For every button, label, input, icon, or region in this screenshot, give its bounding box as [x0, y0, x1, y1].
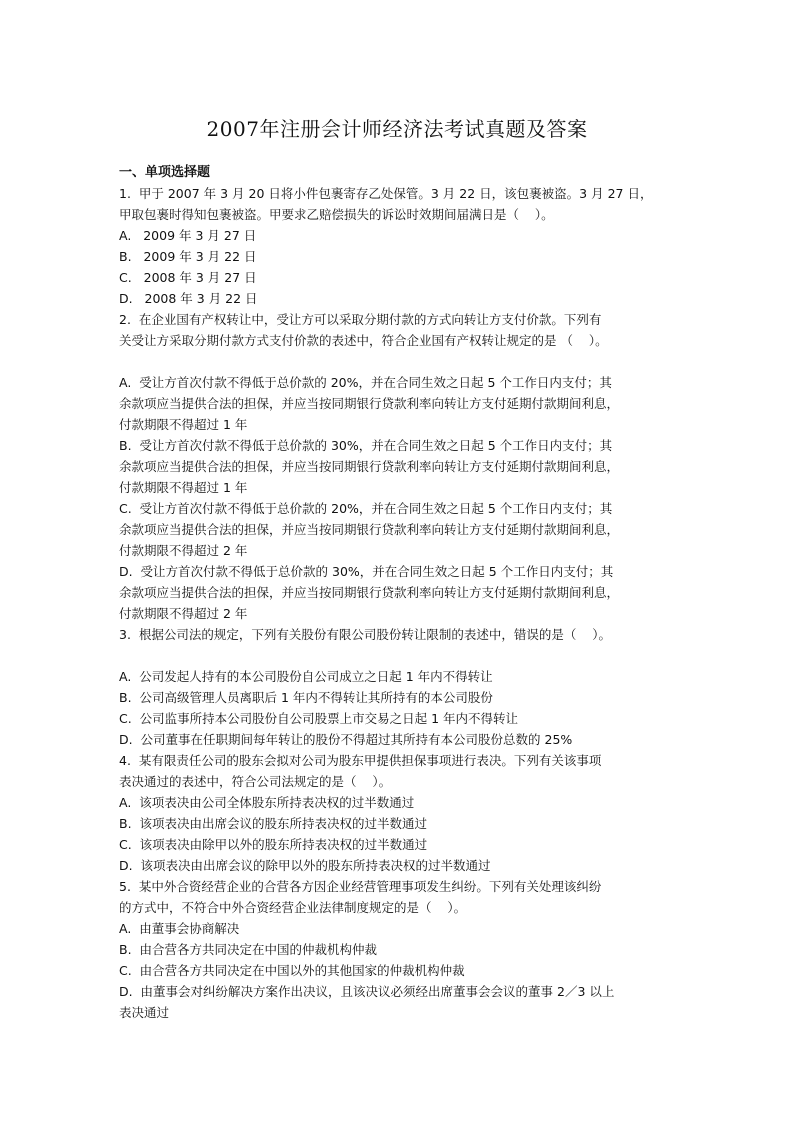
- question-stem-line: 甲取包裹时得知包裹被盗。甲要求乙赔偿损失的诉讼时效期间届满日是（ ）。: [119, 207, 554, 222]
- answer-option-line: 表决通过: [119, 1005, 170, 1020]
- answer-option-line: C. 公司监事所持本公司股份自公司股票上市交易之日起 1 年内不得转让: [119, 711, 519, 726]
- answer-option-line: B. 受让方首次付款不得低于总价款的 30%，并在合同生效之日起 5 个工作日内支付；其: [119, 438, 613, 453]
- answer-option: [119, 918, 684, 939]
- answer-option-line: 余款项应当提供合法的担保，并应当按同期银行贷款利率向转让方支付延期付款期间利息，: [119, 522, 620, 537]
- answer-option-line: C. 由合营各方共同决定在中国以外的其他国家的仲裁机构仲裁: [119, 963, 465, 978]
- answer-option: [119, 267, 684, 288]
- answer-option-line: D. 受让方首次付款不得低于总价款的 30%，并在合同生效之日起 5 个工作日内支付；其: [119, 564, 614, 579]
- answer-option-line: C. 2008 年 3 月 27 日: [119, 270, 257, 285]
- answer-option-line: B. 公司高级管理人员离职后 1 年内不得转让其所持有的本公司股份: [119, 690, 493, 705]
- answer-option: [119, 792, 684, 813]
- question-item: [119, 876, 684, 1023]
- answer-option-line: D. 公司董事在任职期间每年转让的股份不得超过其所持有本公司股份总数的 25%: [119, 732, 573, 747]
- answer-option: [119, 960, 684, 981]
- answer-option-line: 付款期限不得超过 1 年: [119, 480, 248, 495]
- answer-option-line: B. 由合营各方共同决定在中国的仲裁机构仲裁: [119, 942, 377, 957]
- answer-option: [119, 834, 684, 855]
- answer-option-line: A. 该项表决由公司全体股东所持表决权的过半数通过: [119, 795, 415, 810]
- question-stem-line: 3. 根据公司法的规定，下列有关股份有限公司股份转让限制的表述中，错误的是（ ）。: [119, 627, 612, 642]
- question-stem-line: 1. 甲于 2007 年 3 月 20 日将小件包裹寄存乙处保管。3 月 22 日，该包裹被盗。3 月 27 日，: [119, 186, 653, 201]
- question-stem-line: 2. 在企业国有产权转让中，受让方可以采取分期付款的方式向转让方支付价款。下列有: [119, 312, 602, 327]
- answer-option-line: D. 2008 年 3 月 22 日: [119, 291, 258, 306]
- answer-option-line: 余款项应当提供合法的担保，并应当按同期银行贷款利率向转让方支付延期付款期间利息，: [119, 585, 620, 600]
- answer-option: [119, 855, 684, 876]
- answer-option: [119, 225, 684, 246]
- answer-option: [119, 708, 684, 729]
- blank-line: [119, 351, 684, 372]
- answer-option-line: 余款项应当提供合法的担保，并应当按同期银行贷款利率向转让方支付延期付款期间利息，: [119, 459, 620, 474]
- answer-option: [119, 498, 684, 561]
- answer-option-line: 付款期限不得超过 1 年: [119, 417, 248, 432]
- question-stem-line: 的方式中，不符合中外合资经营企业法律制度规定的是（ ）。: [119, 900, 467, 915]
- document-body: [119, 162, 684, 1023]
- answer-option: [119, 981, 684, 1023]
- answer-option-line: A. 由董事会协商解决: [119, 921, 240, 936]
- question-stem-line: 表决通过的表述中，符合公司法规定的是（ ）。: [119, 774, 392, 789]
- question-stem-line: 关受让方采取分期付款方式支付价款的表述中，符合企业国有产权转让规定的是 （ ）。: [119, 333, 608, 348]
- answer-option-line: D. 由董事会对纠纷解决方案作出决议，且该决议必须经出席董事会会议的董事 2／3 以上: [119, 984, 615, 999]
- blank-line: [119, 645, 684, 666]
- answer-option: [119, 687, 684, 708]
- answer-option-line: C. 该项表决由除甲以外的股东所持表决权的过半数通过: [119, 837, 428, 852]
- answer-option-line: 付款期限不得超过 2 年: [119, 606, 248, 621]
- answer-option-line: A. 2009 年 3 月 27 日: [119, 228, 257, 243]
- question-item: [119, 183, 684, 309]
- question-item: [119, 750, 684, 876]
- answer-option: [119, 666, 684, 687]
- answer-option-line: 余款项应当提供合法的担保，并应当按同期银行贷款利率向转让方支付延期付款期间利息，: [119, 396, 620, 411]
- question-item: [119, 624, 684, 750]
- answer-option: [119, 372, 684, 435]
- document-title: 2007年注册会计师经济法考试真题及答案: [206, 117, 588, 141]
- answer-option: [119, 288, 684, 309]
- answer-option-line: D. 该项表决由出席会议的除甲以外的股东所持表决权的过半数通过: [119, 858, 491, 873]
- answer-option: [119, 813, 684, 834]
- answer-option: [119, 246, 684, 267]
- section-heading: 一、单项选择题: [119, 165, 211, 180]
- answer-option-line: A. 公司发起人持有的本公司股份自公司成立之日起 1 年内不得转让: [119, 669, 493, 684]
- answer-option: [119, 561, 684, 624]
- question-item: [119, 309, 684, 624]
- answer-option-line: 付款期限不得超过 2 年: [119, 543, 248, 558]
- answer-option: [119, 435, 684, 498]
- answer-option-line: B. 2009 年 3 月 22 日: [119, 249, 257, 264]
- question-stem-line: 5. 某中外合资经营企业的合营各方因企业经营管理事项发生纠纷。下列有关处理该纠纷: [119, 879, 602, 894]
- answer-option-line: C. 受让方首次付款不得低于总价款的 20%，并在合同生效之日起 5 个工作日内支付；其: [119, 501, 613, 516]
- answer-option: [119, 729, 684, 750]
- question-stem-line: 4. 某有限责任公司的股东会拟对公司为股东甲提供担保事项进行表决。下列有关该事项: [119, 753, 602, 768]
- question-list: [119, 183, 684, 1023]
- answer-option: [119, 939, 684, 960]
- answer-option-line: A. 受让方首次付款不得低于总价款的 20%，并在合同生效之日起 5 个工作日内支付；其: [119, 375, 612, 390]
- answer-option-line: B. 该项表决由出席会议的股东所持表决权的过半数通过: [119, 816, 427, 831]
